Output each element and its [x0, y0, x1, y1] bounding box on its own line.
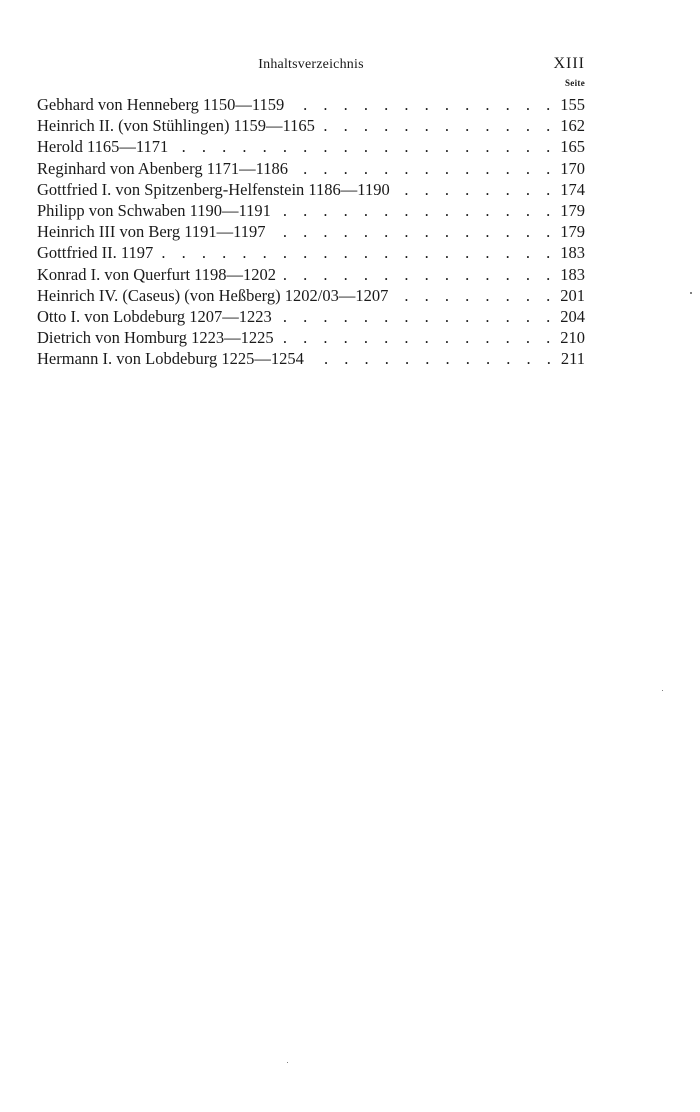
dot-leader	[157, 242, 556, 263]
toc-entry-page: 210	[560, 328, 585, 348]
dot-leader	[319, 115, 556, 136]
dot-leader	[172, 136, 556, 157]
toc-entry	[37, 327, 585, 348]
toc-entry	[37, 158, 585, 179]
toc-entry	[37, 306, 585, 327]
toc-entry-page: 155	[560, 95, 585, 114]
toc-entry	[37, 200, 585, 221]
scan-speck	[662, 690, 663, 691]
table-of-contents	[37, 94, 585, 369]
toc-entry-title: Heinrich II. (von Stühlingen) 1159—1165	[37, 116, 315, 136]
dot-leader	[275, 200, 556, 221]
dot-leader	[392, 285, 556, 306]
document-page	[37, 0, 585, 1112]
dot-leader	[292, 158, 556, 179]
toc-entry-title: Gebhard von Henneberg 1150—1159	[37, 95, 285, 114]
toc-entry-title: Konrad I. von Querfurt 1198—1202	[37, 264, 277, 284]
toc-entry-page: 174	[560, 179, 585, 199]
toc-entry	[37, 242, 585, 263]
toc-entry	[37, 285, 585, 306]
toc-entry	[37, 136, 585, 157]
toc-entry	[37, 179, 585, 200]
page-number: XIII	[553, 55, 585, 72]
toc-entry-title: Philipp von Schwaben 1190—1191	[37, 200, 271, 220]
dot-leader	[288, 94, 556, 115]
toc-entry-page: 211	[560, 349, 585, 369]
toc-entry-title: Gottfried II. 1197	[37, 243, 154, 263]
toc-entry-title: Herold 1165—1171	[37, 137, 169, 157]
toc-entry-page: 179	[560, 222, 585, 242]
dot-leader	[278, 327, 557, 348]
scan-speck	[690, 292, 692, 294]
dot-leader	[270, 221, 557, 242]
toc-entry	[37, 348, 585, 369]
toc-entry-page: 183	[560, 243, 585, 263]
toc-entry-page: 162	[560, 116, 585, 136]
toc-entry	[37, 94, 585, 115]
toc-entry-title: Heinrich III von Berg 1191—1197	[37, 222, 266, 242]
running-title: Inhaltsverzeichnis	[258, 57, 364, 72]
page-column-label: Seite	[565, 78, 585, 88]
toc-entry-title: Gottfried I. von Spitzenberg-Helfenstein 1186—1190	[37, 179, 390, 199]
toc-entry-page: 204	[560, 306, 585, 326]
dot-leader	[308, 348, 557, 369]
toc-entry-page: 183	[560, 264, 585, 284]
toc-entry-title: Reginhard von Abenberg 1171—1186	[37, 158, 288, 178]
dot-leader	[276, 306, 556, 327]
running-head	[37, 55, 585, 77]
toc-entry-title: Otto I. von Lobdeburg 1207—1223	[37, 306, 272, 326]
toc-entry	[37, 221, 585, 242]
toc-entry-title: Heinrich IV. (Caseus) (von Heßberg) 1202/03—1207	[37, 285, 389, 305]
toc-entry	[37, 264, 585, 285]
toc-entry-page: 201	[560, 285, 585, 305]
scan-speck	[287, 1062, 288, 1063]
toc-entry-page: 179	[560, 200, 585, 220]
toc-entry-page: 170	[560, 158, 585, 178]
toc-entry-page: 165	[560, 137, 585, 157]
dot-leader	[394, 179, 557, 200]
toc-entry	[37, 115, 585, 136]
toc-entry-title: Dietrich von Homburg 1223—1225	[37, 328, 274, 348]
dot-leader	[280, 264, 556, 285]
toc-entry-title: Hermann I. von Lobdeburg 1225—1254	[37, 349, 304, 369]
